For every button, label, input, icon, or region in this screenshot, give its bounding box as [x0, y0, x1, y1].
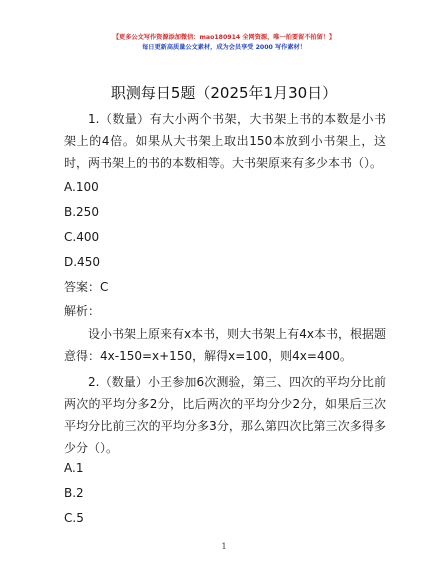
- option-text: D.450: [64, 255, 100, 269]
- question-2-option-b: [64, 482, 386, 504]
- option-text: A.100: [64, 180, 99, 194]
- analysis-text: 设小书架上原来有x本书，则大书架上有4x本书，根据题意得：4x-150=x+150，解得x=100，则4x=400。: [64, 327, 386, 363]
- question-1-option-a: [64, 176, 386, 198]
- question-2: [64, 371, 386, 459]
- option-text: B.250: [64, 205, 99, 219]
- page-number: 1: [221, 542, 227, 551]
- question-1-option-c: [64, 226, 386, 248]
- promo-banner-line2: 每日更新高质量公文素材，成为会员享受 2000 写作素材！: [142, 44, 306, 51]
- question-2-option-a: [64, 457, 386, 479]
- option-text: C.400: [64, 230, 100, 244]
- option-text: B.2: [64, 486, 84, 500]
- question-1-answer: [64, 276, 386, 298]
- question-1-analysis-label: [64, 300, 386, 322]
- analysis-label: 解析：: [64, 304, 101, 318]
- question-1: [64, 108, 386, 174]
- question-2-text: 2.（数量）小王参加6次测验，第三、四次的平均分比前两次的平均分多2分，比后两次的平均分少2分，如果后三次平均分比前三次的平均分多3分，那么第四次比第三次多得多少分（）。: [64, 375, 386, 455]
- question-1-analysis: [64, 323, 386, 367]
- page-title: 职测每日5题（2025年1月30日）: [110, 84, 338, 102]
- answer-text: 答案：C: [64, 280, 109, 294]
- option-text: A.1: [64, 461, 84, 475]
- promo-banner-line1: 【更多公文写作资源添加微信：mao180914 全网资源，唯一拍要留不拍留！】: [112, 34, 336, 41]
- question-1-text: 1.（数量）有大小两个书架，大书架上书的本数是小书架上的4倍。如果从大书架上取出150本放到小书架上，这时，两书架上的书的本数相等。大书架原来有多少本书（）。: [64, 112, 386, 170]
- option-text: C.5: [64, 511, 84, 525]
- question-2-option-c: [64, 507, 386, 529]
- question-1-option-d: [64, 251, 386, 273]
- question-1-option-b: [64, 201, 386, 223]
